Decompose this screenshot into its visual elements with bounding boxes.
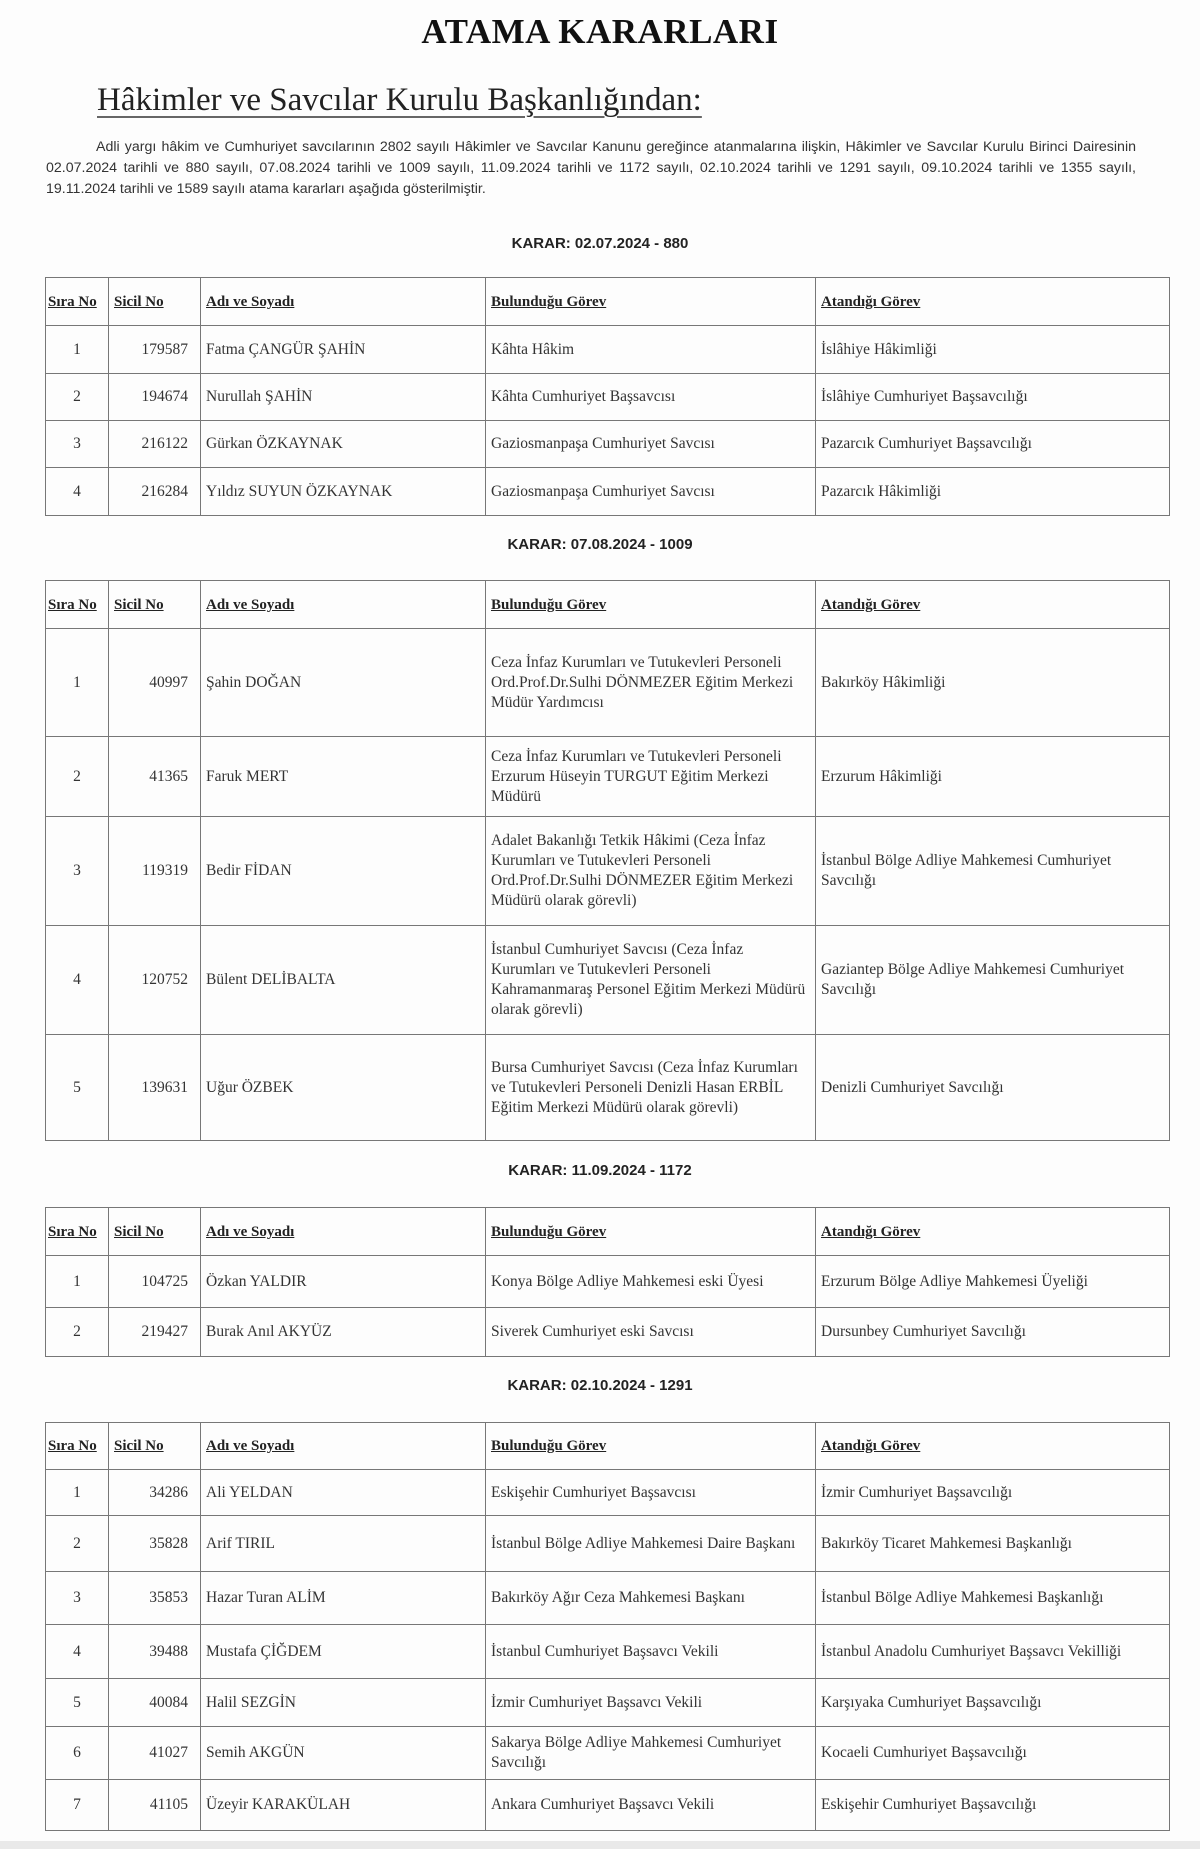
cell-adi-soyadi: Nurullah ŞAHİN — [201, 374, 486, 421]
cell-sira-no: 6 — [46, 1727, 109, 1780]
table-row — [46, 817, 1170, 926]
cell-bulundugu-gorev: Konya Bölge Adliye Mahkemesi eski Üyesi — [486, 1256, 816, 1308]
decision-heading: KARAR: 11.09.2024 - 1172 — [508, 1162, 692, 1179]
cell-sira-no: 1 — [46, 1470, 109, 1516]
cell-sira-no: 4 — [46, 1625, 109, 1679]
cell-adi-soyadi: Ali YELDAN — [201, 1470, 486, 1516]
cell-sira-no: 7 — [46, 1780, 109, 1831]
table-row — [46, 1625, 1170, 1679]
cell-atandigi-gorev: Dursunbey Cumhuriyet Savcılığı — [816, 1308, 1170, 1357]
cell-atandigi-gorev: Gaziantep Bölge Adliye Mahkemesi Cumhuriyet Savcılığı — [816, 926, 1170, 1035]
cell-sira-no: 3 — [46, 817, 109, 926]
cell-atandigi-gorev: Bakırköy Hâkimliği — [816, 629, 1170, 737]
cell-adi-soyadi: Bedir FİDAN — [201, 817, 486, 926]
column-header-sira-no: Sıra No — [46, 581, 109, 629]
cell-bulundugu-gorev: İstanbul Cumhuriyet Savcısı (Ceza İnfaz Kurumları ve Tutukevleri Personeli Kahramanmaraş Personel Eğitim Merkezi Müdürü olarak görevli) — [486, 926, 816, 1035]
cell-sicil-no: 216284 — [109, 468, 201, 516]
cell-sicil-no: 40997 — [109, 629, 201, 737]
cell-sira-no: 3 — [46, 421, 109, 468]
page-bottom-edge — [0, 1841, 1200, 1849]
column-header-atandigi-gorev: Atandığı Görev — [816, 581, 1170, 629]
cell-atandigi-gorev: Erzurum Hâkimliği — [816, 737, 1170, 817]
table-row — [46, 1516, 1170, 1572]
cell-bulundugu-gorev: Adalet Bakanlığı Tetkik Hâkimi (Ceza İnfaz Kurumları ve Tutukevleri Personeli Ord.Prof.Dr.Sulhi DÖNMEZER Eğitim Merkezi Müdürü olarak görevli) — [486, 817, 816, 926]
table-row — [46, 926, 1170, 1035]
column-header-bulundugu-gorev: Bulunduğu Görev — [486, 1208, 816, 1256]
cell-sicil-no: 35828 — [109, 1516, 201, 1572]
table-row — [46, 421, 1170, 468]
cell-atandigi-gorev: İstanbul Bölge Adliye Mahkemesi Başkanlığı — [816, 1572, 1170, 1625]
cell-adi-soyadi: Yıldız SUYUN ÖZKAYNAK — [201, 468, 486, 516]
cell-adi-soyadi: Hazar Turan ALİM — [201, 1572, 486, 1625]
cell-adi-soyadi: Arif TIRIL — [201, 1516, 486, 1572]
cell-sira-no: 2 — [46, 1516, 109, 1572]
table-row — [46, 326, 1170, 374]
cell-sicil-no: 35853 — [109, 1572, 201, 1625]
cell-bulundugu-gorev: Siverek Cumhuriyet eski Savcısı — [486, 1308, 816, 1357]
cell-sira-no: 2 — [46, 1308, 109, 1357]
column-header-bulundugu-gorev: Bulunduğu Görev — [486, 581, 816, 629]
cell-sira-no: 1 — [46, 629, 109, 737]
table-row — [46, 1780, 1170, 1831]
column-header-sicil-no: Sicil No — [109, 1208, 201, 1256]
cell-sicil-no: 219427 — [109, 1308, 201, 1357]
table-header-row — [46, 581, 1170, 629]
cell-bulundugu-gorev: Kâhta Cumhuriyet Başsavcısı — [486, 374, 816, 421]
cell-sira-no: 3 — [46, 1572, 109, 1625]
table-row — [46, 468, 1170, 516]
table-row — [46, 1679, 1170, 1727]
cell-sicil-no: 41027 — [109, 1727, 201, 1780]
cell-bulundugu-gorev: Bursa Cumhuriyet Savcısı (Ceza İnfaz Kurumları ve Tutukevleri Personeli Denizli Hasan ERBİL Eğitim Merkezi Müdürü olarak görevli) — [486, 1035, 816, 1141]
cell-atandigi-gorev: İslâhiye Hâkimliği — [816, 326, 1170, 374]
cell-adi-soyadi: Şahin DOĞAN — [201, 629, 486, 737]
cell-bulundugu-gorev: İzmir Cumhuriyet Başsavcı Vekili — [486, 1679, 816, 1727]
intro-paragraph: Adli yargı hâkim ve Cumhuriyet savcılarının 2802 sayılı Hâkimler ve Savcılar Kanunu gereğince atanmalarına ilişkin, Hâkimler ve Savcılar Kurulu Birinci Dairesinin 02.07.2024 tarihli ve 880 sayılı, 07.08.2024 tarihli ve 1009 sayılı, 11.09.2024 tarihli ve 1172 sayılı, 02.10.2024 tarihli ve 1291 sayılı, 09.10.2024 tarihli ve 1355 sayılı, 19.11.2024 tarihli ve 1589 sayılı atama kararları aşağıda gösterilmiştir. — [46, 139, 1136, 197]
column-header-adi-soyadi: Adı ve Soyadı — [201, 1208, 486, 1256]
cell-sira-no: 4 — [46, 468, 109, 516]
table-row — [46, 1572, 1170, 1625]
cell-sicil-no: 41365 — [109, 737, 201, 817]
table-row — [46, 737, 1170, 817]
cell-bulundugu-gorev: Eskişehir Cumhuriyet Başsavcısı — [486, 1470, 816, 1516]
column-header-atandigi-gorev: Atandığı Görev — [816, 1423, 1170, 1470]
cell-atandigi-gorev: Bakırköy Ticaret Mahkemesi Başkanlığı — [816, 1516, 1170, 1572]
cell-sicil-no: 41105 — [109, 1780, 201, 1831]
cell-sira-no: 2 — [46, 374, 109, 421]
cell-sicil-no: 194674 — [109, 374, 201, 421]
cell-bulundugu-gorev: İstanbul Cumhuriyet Başsavcı Vekili — [486, 1625, 816, 1679]
column-header-sicil-no: Sicil No — [109, 278, 201, 326]
cell-bulundugu-gorev: Kâhta Hâkim — [486, 326, 816, 374]
cell-sira-no: 5 — [46, 1035, 109, 1141]
table-row — [46, 1470, 1170, 1516]
cell-adi-soyadi: Gürkan ÖZKAYNAK — [201, 421, 486, 468]
decision-heading: KARAR: 02.10.2024 - 1291 — [507, 1377, 693, 1394]
table-row — [46, 1256, 1170, 1308]
cell-adi-soyadi: Üzeyir KARAKÜLAH — [201, 1780, 486, 1831]
cell-bulundugu-gorev: Bakırköy Ağır Ceza Mahkemesi Başkanı — [486, 1572, 816, 1625]
cell-sicil-no: 120752 — [109, 926, 201, 1035]
cell-sicil-no: 104725 — [109, 1256, 201, 1308]
cell-bulundugu-gorev: Ankara Cumhuriyet Başsavcı Vekili — [486, 1780, 816, 1831]
cell-sira-no: 1 — [46, 326, 109, 374]
decision-table — [45, 580, 1170, 1141]
cell-sicil-no: 39488 — [109, 1625, 201, 1679]
cell-sicil-no: 139631 — [109, 1035, 201, 1141]
cell-sicil-no: 40084 — [109, 1679, 201, 1727]
issuer-heading: Hâkimler ve Savcılar Kurulu Başkanlığından: — [97, 82, 702, 118]
cell-sira-no: 1 — [46, 1256, 109, 1308]
column-header-adi-soyadi: Adı ve Soyadı — [201, 1423, 486, 1470]
cell-sicil-no: 119319 — [109, 817, 201, 926]
decision-table — [45, 1207, 1170, 1357]
cell-sira-no: 4 — [46, 926, 109, 1035]
cell-adi-soyadi: Halil SEZGİN — [201, 1679, 486, 1727]
column-header-atandigi-gorev: Atandığı Görev — [816, 278, 1170, 326]
cell-bulundugu-gorev: Ceza İnfaz Kurumları ve Tutukevleri Personeli Erzurum Hüseyin TURGUT Eğitim Merkezi Müdürü — [486, 737, 816, 817]
table-header-row — [46, 1423, 1170, 1470]
cell-bulundugu-gorev: Gaziosmanpaşa Cumhuriyet Savcısı — [486, 421, 816, 468]
decision-heading: KARAR: 07.08.2024 - 1009 — [507, 536, 693, 553]
cell-atandigi-gorev: İstanbul Anadolu Cumhuriyet Başsavcı Vekilliği — [816, 1625, 1170, 1679]
table-row — [46, 1308, 1170, 1357]
cell-adi-soyadi: Faruk MERT — [201, 737, 486, 817]
cell-adi-soyadi: Özkan YALDIR — [201, 1256, 486, 1308]
cell-adi-soyadi: Bülent DELİBALTA — [201, 926, 486, 1035]
cell-atandigi-gorev: İstanbul Bölge Adliye Mahkemesi Cumhuriyet Savcılığı — [816, 817, 1170, 926]
column-header-bulundugu-gorev: Bulunduğu Görev — [486, 1423, 816, 1470]
table-header-row — [46, 1208, 1170, 1256]
cell-atandigi-gorev: Eskişehir Cumhuriyet Başsavcılığı — [816, 1780, 1170, 1831]
table-row — [46, 374, 1170, 421]
cell-adi-soyadi: Uğur ÖZBEK — [201, 1035, 486, 1141]
cell-sicil-no: 179587 — [109, 326, 201, 374]
column-header-sicil-no: Sicil No — [109, 1423, 201, 1470]
cell-bulundugu-gorev: İstanbul Bölge Adliye Mahkemesi Daire Başkanı — [486, 1516, 816, 1572]
column-header-sira-no: Sıra No — [46, 1423, 109, 1470]
page-title: ATAMA KARARLARI — [421, 12, 779, 51]
column-header-sira-no: Sıra No — [46, 278, 109, 326]
cell-sira-no: 5 — [46, 1679, 109, 1727]
table-row — [46, 1035, 1170, 1141]
cell-adi-soyadi: Mustafa ÇİĞDEM — [201, 1625, 486, 1679]
decision-table — [45, 277, 1170, 516]
cell-atandigi-gorev: Erzurum Bölge Adliye Mahkemesi Üyeliği — [816, 1256, 1170, 1308]
cell-atandigi-gorev: Karşıyaka Cumhuriyet Başsavcılığı — [816, 1679, 1170, 1727]
cell-bulundugu-gorev: Ceza İnfaz Kurumları ve Tutukevleri Personeli Ord.Prof.Dr.Sulhi DÖNMEZER Eğitim Merkezi Müdür Yardımcısı — [486, 629, 816, 737]
column-header-adi-soyadi: Adı ve Soyadı — [201, 278, 486, 326]
cell-sicil-no: 216122 — [109, 421, 201, 468]
cell-sira-no: 2 — [46, 737, 109, 817]
cell-atandigi-gorev: Kocaeli Cumhuriyet Başsavcılığı — [816, 1727, 1170, 1780]
table-row — [46, 629, 1170, 737]
cell-atandigi-gorev: Pazarcık Hâkimliği — [816, 468, 1170, 516]
cell-adi-soyadi: Semih AKGÜN — [201, 1727, 486, 1780]
cell-atandigi-gorev: Denizli Cumhuriyet Savcılığı — [816, 1035, 1170, 1141]
cell-bulundugu-gorev: Sakarya Bölge Adliye Mahkemesi Cumhuriyet Savcılığı — [486, 1727, 816, 1780]
column-header-bulundugu-gorev: Bulunduğu Görev — [486, 278, 816, 326]
cell-atandigi-gorev: Pazarcık Cumhuriyet Başsavcılığı — [816, 421, 1170, 468]
column-header-sicil-no: Sicil No — [109, 581, 201, 629]
cell-atandigi-gorev: İslâhiye Cumhuriyet Başsavcılığı — [816, 374, 1170, 421]
cell-sicil-no: 34286 — [109, 1470, 201, 1516]
column-header-atandigi-gorev: Atandığı Görev — [816, 1208, 1170, 1256]
column-header-adi-soyadi: Adı ve Soyadı — [201, 581, 486, 629]
decision-heading: KARAR: 02.07.2024 - 880 — [511, 235, 689, 252]
cell-atandigi-gorev: İzmir Cumhuriyet Başsavcılığı — [816, 1470, 1170, 1516]
cell-adi-soyadi: Burak Anıl AKYÜZ — [201, 1308, 486, 1357]
column-header-sira-no: Sıra No — [46, 1208, 109, 1256]
decision-table — [45, 1422, 1170, 1831]
table-header-row — [46, 278, 1170, 326]
cell-bulundugu-gorev: Gaziosmanpaşa Cumhuriyet Savcısı — [486, 468, 816, 516]
table-row — [46, 1727, 1170, 1780]
cell-adi-soyadi: Fatma ÇANGÜR ŞAHİN — [201, 326, 486, 374]
